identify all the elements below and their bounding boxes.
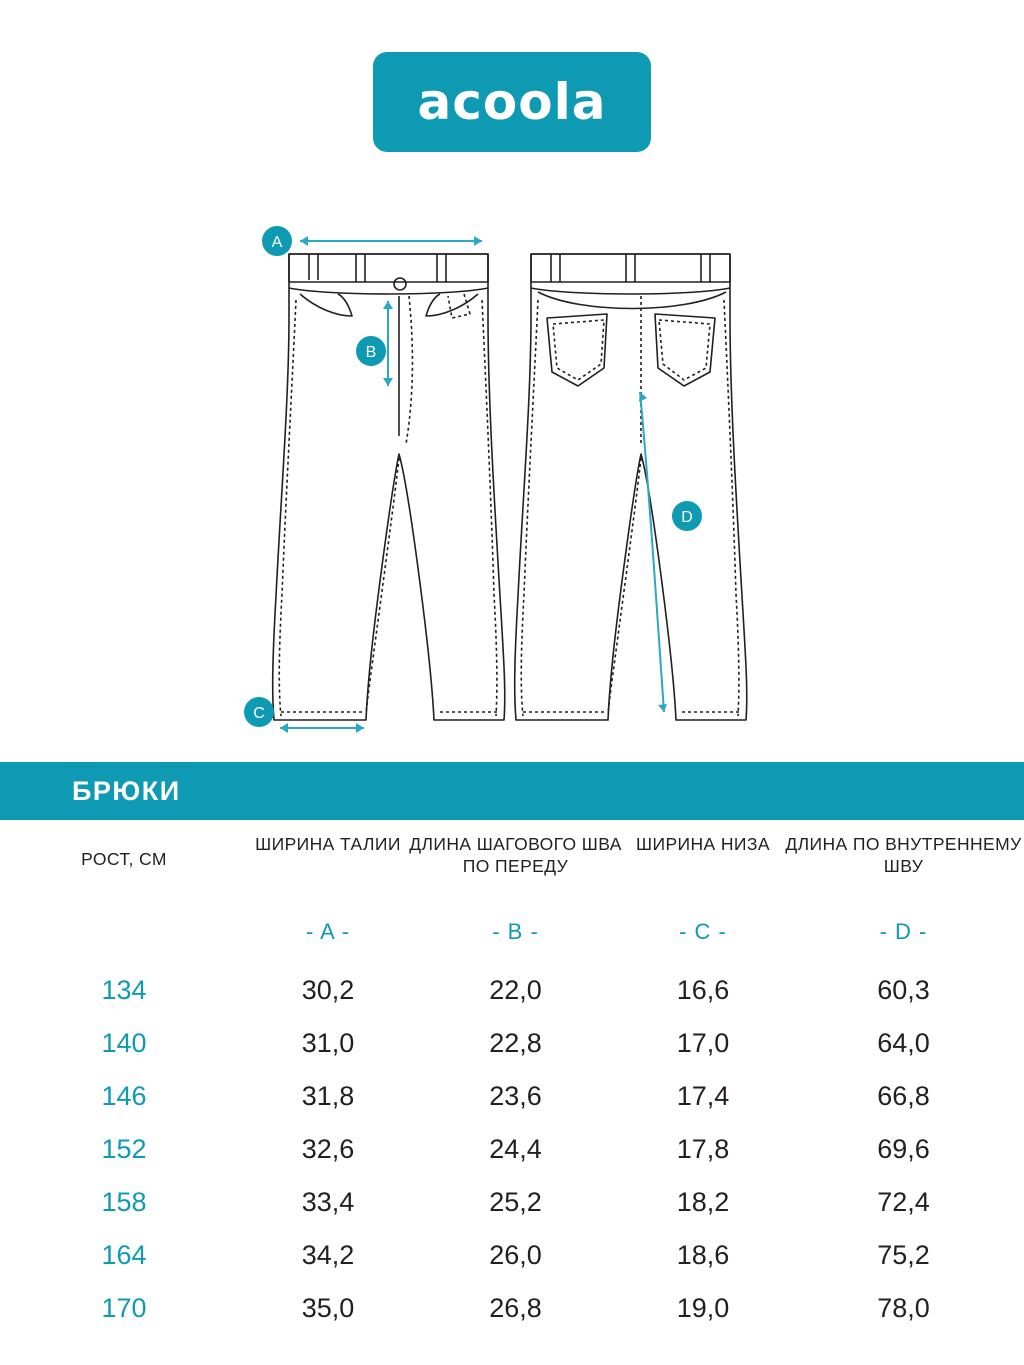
cell-c: 19,0 <box>676 1293 730 1323</box>
table-header-row <box>0 820 1024 906</box>
table-row <box>0 1123 1024 1176</box>
logo-text: acoola <box>417 73 607 131</box>
cell-d: 69,6 <box>877 1134 930 1164</box>
cell-c: 16,6 <box>676 975 730 1005</box>
cell-a: 30,2 <box>301 975 355 1005</box>
cell-size: 146 <box>101 1081 147 1111</box>
column-header-waist-width: ШИРИНА ТАЛИИ <box>255 834 401 854</box>
cell-c: 18,2 <box>676 1187 730 1217</box>
cell-d: 64,0 <box>877 1028 930 1058</box>
svg-text:A: A <box>271 234 283 251</box>
svg-text:C: C <box>253 705 265 722</box>
cell-b: 25,2 <box>489 1187 542 1217</box>
cell-a: 35,0 <box>301 1293 355 1323</box>
column-header-height: РОСТ, СМ <box>81 849 167 870</box>
cell-b: 22,0 <box>489 975 542 1005</box>
cell-a: 33,4 <box>301 1187 355 1217</box>
table-row <box>0 1017 1024 1070</box>
letter-c: - C - <box>679 919 727 944</box>
trousers-diagram <box>0 196 1024 766</box>
cell-a: 32,6 <box>301 1134 355 1164</box>
measurements-table <box>0 820 1024 1335</box>
cell-b: 22,8 <box>489 1028 542 1058</box>
cell-size: 152 <box>101 1134 147 1164</box>
cell-b: 24,4 <box>489 1134 542 1164</box>
cell-size: 170 <box>101 1293 147 1323</box>
cell-b: 26,8 <box>489 1293 542 1323</box>
cell-size: 140 <box>101 1028 147 1058</box>
table-letter-row <box>0 906 1024 964</box>
cell-a: 31,0 <box>301 1028 355 1058</box>
logo-badge <box>373 52 651 152</box>
cell-b: 23,6 <box>489 1081 542 1111</box>
letter-b: - B - <box>492 919 539 944</box>
table-row <box>0 1229 1024 1282</box>
cell-size: 134 <box>101 975 147 1005</box>
cell-size: 164 <box>101 1240 147 1270</box>
cell-size: 158 <box>101 1187 147 1217</box>
page-title: БРЮКИ <box>72 775 181 806</box>
section-title-bar <box>0 762 1024 820</box>
cell-c: 18,6 <box>676 1240 730 1270</box>
cell-d: 60,3 <box>877 975 930 1005</box>
cell-d: 66,8 <box>877 1081 930 1111</box>
svg-text:B: B <box>365 344 377 361</box>
letter-a: - A - <box>305 919 351 944</box>
table-row <box>0 1282 1024 1335</box>
column-header-inseam: ДЛИНА ПО ВНУТРЕННЕМУ ШВУ <box>785 834 1022 876</box>
column-header-front-rise: ДЛИНА ШАГОВОГО ШВА ПО ПЕРЕДУ <box>409 834 622 876</box>
cell-d: 75,2 <box>877 1240 930 1270</box>
table-row <box>0 964 1024 1017</box>
table-row <box>0 1176 1024 1229</box>
letter-d: - D - <box>879 919 928 944</box>
brand-logo <box>0 52 1024 152</box>
cell-d: 78,0 <box>877 1293 930 1323</box>
cell-c: 17,8 <box>676 1134 730 1164</box>
cell-b: 26,0 <box>489 1240 542 1270</box>
column-header-leg-opening: ШИРИНА НИЗА <box>636 834 770 854</box>
cell-c: 17,4 <box>676 1081 730 1111</box>
svg-text:D: D <box>681 509 693 526</box>
table-row <box>0 1070 1024 1123</box>
cell-d: 72,4 <box>877 1187 930 1217</box>
cell-a: 31,8 <box>301 1081 355 1111</box>
cell-c: 17,0 <box>676 1028 730 1058</box>
cell-a: 34,2 <box>301 1240 355 1270</box>
letter-blank <box>0 906 248 964</box>
